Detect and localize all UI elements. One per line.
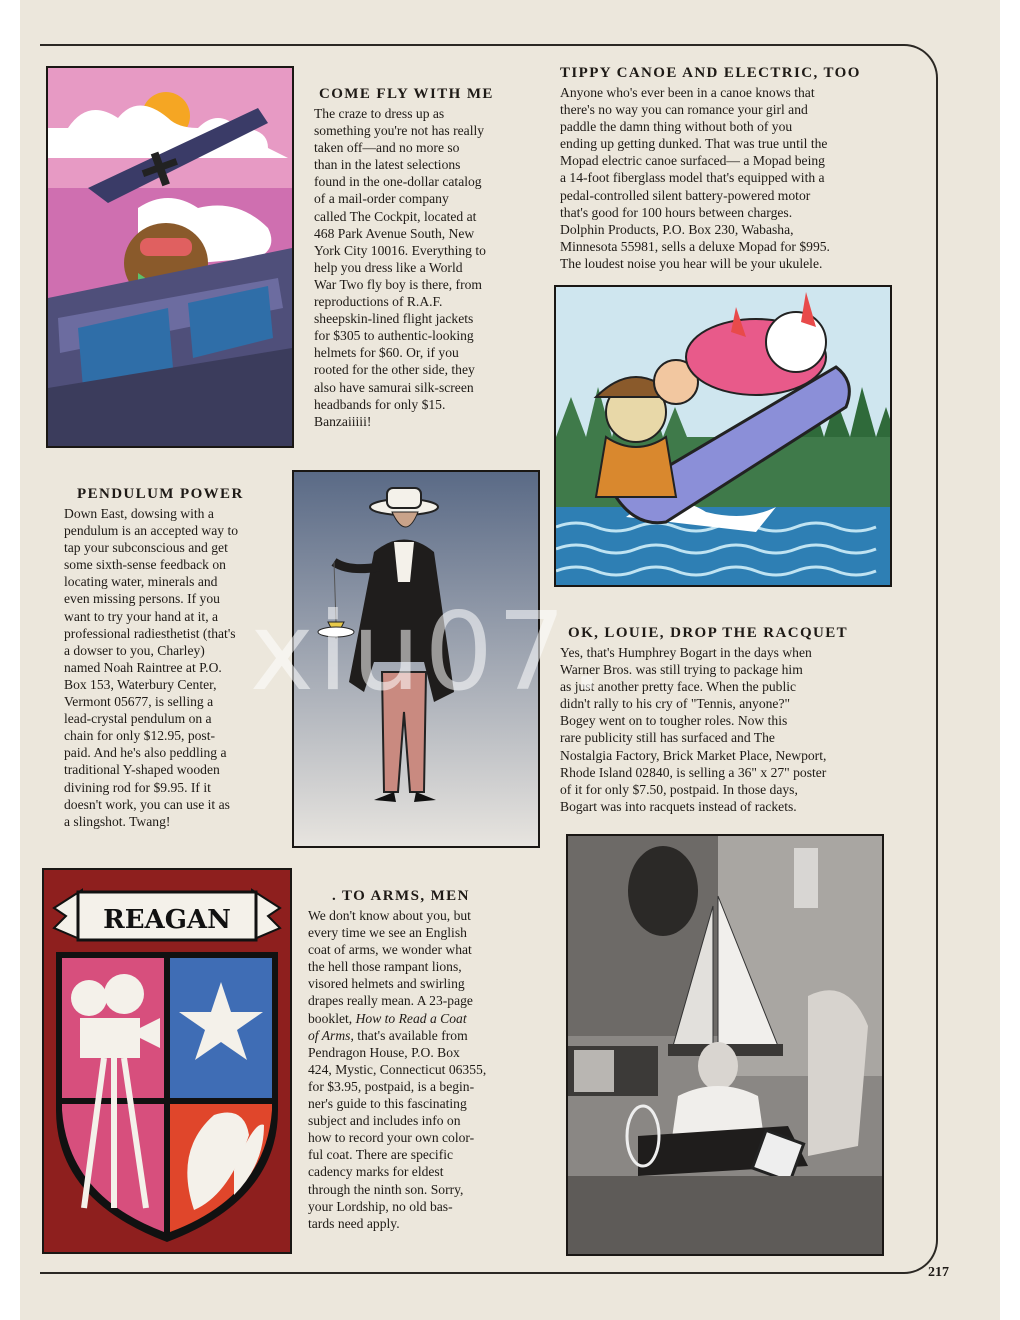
text-line: how to record your own color-	[308, 1130, 475, 1146]
text-line: Bogey went on to tougher roles. Now this	[560, 713, 788, 729]
text-line: Bogart was into racquets instead of rackets.	[560, 798, 797, 814]
text-line: professional radiesthetist (that's	[64, 625, 236, 641]
text-line: Warner Bros. was still trying to package him	[560, 662, 803, 678]
text-line: sheepskin-lined flight jackets	[314, 311, 474, 327]
text-line: traditional Y-shaped wooden	[64, 762, 220, 778]
text-line: divining rod for $9.95. If it	[64, 779, 211, 795]
coat-of-arms-illustration	[42, 868, 292, 1254]
page-number: 217	[928, 1265, 949, 1280]
text-line: rare publicity still has surfaced and The	[560, 730, 775, 746]
article-body	[560, 84, 900, 272]
text-line: locating water, minerals and	[64, 574, 218, 590]
text-line: Anyone who's ever been in a canoe knows that	[560, 85, 815, 100]
text-line: of it for only $7.50, postpaid. In those days,	[560, 781, 798, 797]
text-line: Nostalgia Factory, Brick Market Place, Newport,	[560, 747, 827, 763]
text-line: Minnesota 55981, sells a deluxe Mopad for $995.	[560, 238, 830, 254]
text-line: Box 153, Waterbury Center,	[64, 676, 217, 692]
text-line: tap your subconscious and get	[64, 540, 228, 556]
article-come-fly-with-me	[314, 86, 534, 430]
article-body	[64, 505, 286, 830]
text-line: pendulum is an accepted way to	[64, 523, 239, 539]
text-line: coat of arms, we wonder what	[308, 942, 472, 958]
text-line: York City 10016. Everything to	[314, 242, 486, 258]
text-line: as just another pretty face. When the public	[560, 679, 797, 695]
text-line: chain for only $12.95, post-	[64, 728, 216, 744]
article-to-arms-men	[308, 888, 530, 1232]
article-headline: . TO ARMS, MEN	[332, 888, 470, 904]
text-line: Vermont 05677, is selling a	[64, 694, 214, 710]
text-line	[308, 1027, 530, 1044]
text-line: also have samurai silk-screen	[314, 379, 474, 395]
text-line: want to try your hand at it, a	[64, 608, 219, 624]
book-title: of Arms	[308, 1027, 351, 1043]
bogart-photo	[566, 834, 884, 1256]
text-segment: booklet,	[308, 1010, 356, 1026]
text-line: cadency marks for eldest	[308, 1164, 444, 1180]
article-body	[560, 644, 900, 815]
text-line: Dolphin Products, P.O. Box 230, Wabasha,	[560, 221, 794, 237]
text-line: taken off—and no more so	[314, 140, 460, 156]
text-line: even missing persons. If you	[64, 591, 220, 607]
text-line: some sixth-sense feedback on	[64, 557, 226, 573]
text-line: help you dress like a World	[314, 259, 463, 275]
text-line: The craze to dress up as	[314, 106, 445, 121]
shield-banner-text: REAGAN	[103, 905, 231, 935]
text-line: The loudest noise you hear will be your ukulele.	[560, 255, 823, 271]
text-line: Banzaiiiii!	[314, 413, 372, 429]
text-line: there's no way you can romance your girl and	[560, 102, 808, 118]
book-title: How to Read a Coat	[355, 1010, 467, 1026]
article-body	[314, 105, 534, 430]
canoe-illustration	[554, 285, 892, 587]
text-line: named Noah Raintree at P.O.	[64, 659, 222, 675]
text-line: pedal-controlled silent battery-powered motor	[560, 187, 811, 203]
article-body	[308, 907, 530, 1232]
text-line: ner's guide to this fascinating	[308, 1096, 467, 1112]
text-line: Rhode Island 02840, is selling a 36" x 27" poster	[560, 764, 827, 780]
text-line: visored helmets and swirling	[308, 976, 465, 992]
text-line: War Two fly boy is there, from	[314, 276, 482, 292]
watermark: xiu07.	[250, 590, 609, 715]
text-line: Mopad electric canoe surfaced— a Mopad being	[560, 153, 825, 169]
text-line	[308, 1010, 530, 1027]
text-line: for $3.95, postpaid, is a begin-	[308, 1078, 475, 1094]
text-line: doesn't work, you can use it as	[64, 796, 230, 812]
text-line: We don't know about you, but	[308, 908, 471, 923]
text-line: tards need apply.	[308, 1215, 400, 1231]
text-line: 468 Park Avenue South, New	[314, 225, 475, 241]
text-line: rooted for the other side, they	[314, 362, 475, 378]
text-segment: , that's available from	[350, 1027, 468, 1043]
text-line: Pendragon House, P.O. Box	[308, 1044, 460, 1060]
article-headline: TIPPY CANOE AND ELECTRIC, TOO	[560, 65, 861, 81]
text-line: didn't rally to his cry of "Tennis, anyone?"	[560, 696, 791, 712]
text-line: called The Cockpit, located at	[314, 208, 477, 224]
text-line: Yes, that's Humphrey Bogart in the days when	[560, 645, 812, 660]
text-line: ful coat. There are specific	[308, 1147, 454, 1163]
dowser-illustration	[292, 470, 540, 848]
text-line: a 14-foot fiberglass model that's equipped with a	[560, 170, 825, 186]
text-line: of a mail-order company	[314, 191, 449, 207]
text-line: through the ninth son. Sorry,	[308, 1181, 464, 1197]
article-headline: OK, LOUIE, DROP THE RACQUET	[568, 625, 849, 641]
text-line: your Lordship, no old bas-	[308, 1198, 453, 1214]
text-line: a dowser to you, Charley)	[64, 642, 205, 658]
text-line: something you're not has really	[314, 123, 485, 139]
text-line: lead-crystal pendulum on a	[64, 711, 212, 727]
text-line: the hell those rampant lions,	[308, 959, 462, 975]
text-line: paid. And he's also peddling a	[64, 745, 227, 761]
text-line: paddle the damn thing without both of you	[560, 119, 793, 135]
text-line: reproductions of R.A.F.	[314, 294, 443, 310]
text-line: Down East, dowsing with a	[64, 506, 214, 521]
text-line: helmets for $60. Or, if you	[314, 345, 459, 361]
text-line: subject and includes info on	[308, 1113, 461, 1129]
text-line: for $305 to authentic-looking	[314, 328, 474, 344]
text-line: drapes really mean. A 23-page	[308, 993, 473, 1009]
text-line: ending up getting dunked. That was true until the	[560, 136, 828, 152]
article-headline: COME FLY WITH ME	[319, 86, 494, 102]
text-line: 424, Mystic, Connecticut 06355,	[308, 1061, 487, 1077]
article-pendulum-power	[64, 486, 286, 830]
pilot-illustration	[46, 66, 294, 448]
text-line: found in the one-dollar catalog	[314, 174, 482, 190]
text-line: that's good for 100 hours between charges.	[560, 204, 793, 220]
text-line: a slingshot. Twang!	[64, 813, 171, 829]
text-line: headbands for only $15.	[314, 396, 446, 412]
article-tippy-canoe	[560, 65, 900, 272]
text-line: than in the latest selections	[314, 157, 461, 173]
article-drop-the-racquet	[560, 625, 900, 815]
article-headline: PENDULUM POWER	[77, 486, 244, 502]
text-line: every time we see an English	[308, 925, 467, 941]
